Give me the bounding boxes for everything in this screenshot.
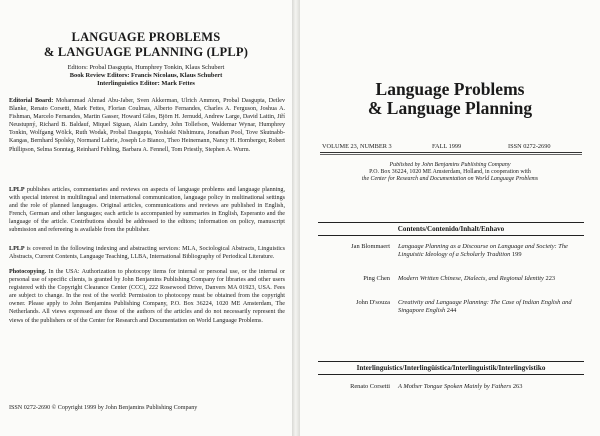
- scope-text: publishes articles, commentaries and reviews on aspects of language problems and language planning, with special interest in multilingual and international communication, language policy in multinational settings and the role of planned languages. Original articles, communications and reviews are published in English, French, German and other languages; each article is accompanied by summaries in English, Esperanto and the language of the article. Contributions should be addressed to the editors; information on policy, manuscript submission and refereeing is available from the publisher.: [9, 187, 285, 234]
- indexing-paragraph: [9, 245, 285, 261]
- entry-author: Renato Corsetti: [350, 383, 390, 390]
- entry-title-text: Modern Written Chinese, Dialects, and Regional Identity: [398, 275, 544, 282]
- book-gutter: [292, 0, 300, 436]
- issn: ISSN 0272-2690: [508, 143, 551, 150]
- editors-credit: Editors: Probal Dasgupta, Humphrey Tonkin, Klaus Schubert: [67, 64, 225, 71]
- masthead-rule-thin: [320, 154, 582, 155]
- masthead-rule: [320, 152, 582, 153]
- entry-author: Ping Chen: [363, 275, 390, 282]
- scope-paragraph: [9, 186, 285, 235]
- contents-rule-bottom: [318, 235, 584, 236]
- entry-page: 244: [446, 306, 457, 314]
- entry-title: [398, 383, 584, 391]
- journal-title-line-1: Language Problems: [375, 79, 525, 99]
- interlinguistics-editor-credit: Interlinguistics Editor: Mark Fettes: [97, 80, 195, 87]
- journal-masthead-subtitle: & LANGUAGE PLANNING (LPLP): [43, 45, 249, 59]
- scope-lead: LPLP: [9, 187, 25, 193]
- entry-author: Jan Blommaert: [351, 243, 390, 250]
- photocopying-lead: Photocopying.: [9, 269, 47, 275]
- photocopying-text: In the USA: Authorization to photocopy items for internal or personal use, or the internal or personal use of specific clients, is granted by John Benjamins Publishing Company for libraries and other users registered with the Copyright Clearance Center (CCC), 222 Rosewood Drive, Danvers MA 01923, USA. Fees are subject to change. In the rest of the world: Permission to photocopy must be obtained from the copyright owner. Please apply to John Benjamins Publishing Company, P.O. Box 36224, 1020 ME Amsterdam, The Netherlands. All views expressed are those of the authors of the articles and do not necessarily represent the views of the publishers or of the Center for Research and Documentation on World Language Problems.: [9, 269, 285, 324]
- interlinguistics-heading: Interlinguistics/Interlingüística/Interlinguistik/Interlingvistiko: [356, 364, 546, 372]
- journal-masthead-title: LANGUAGE PROBLEMS: [71, 30, 221, 44]
- entry-title: [398, 243, 584, 259]
- entry-page: 263: [512, 383, 523, 390]
- issue-date: FALL 1999: [432, 143, 462, 150]
- editorial-board-paragraph: [9, 97, 285, 154]
- entry-title: [398, 299, 584, 315]
- journal-title: [300, 80, 600, 118]
- entry-author: John D'souza: [356, 299, 390, 306]
- entry-title-text: A Mother Tongue Spoken Mainly by Fathers: [398, 383, 512, 390]
- entry-title-text: Language Planning as a Discourse on Language and Society: The Linguistic Ideology of a Scholarly Tradition: [398, 243, 568, 258]
- cooperation-line: the Center for Research and Documentation on World Language Problems: [361, 176, 539, 182]
- entry-title: [398, 275, 584, 283]
- indexing-text: is covered in the following indexing and abstracting services: MLA, Sociological Abstracts, Linguistics Abstracts, Current Contents, Language Teaching, LLBA, International Bibliography of Periodical Literature.: [9, 246, 285, 261]
- contents-rule-top: [318, 222, 584, 223]
- publisher-address: P.O. Box 36224, 1020 ME Amsterdam, Holland, in cooperation with: [369, 169, 531, 175]
- entry-page: 199: [511, 250, 522, 258]
- indexing-lead: LPLP: [9, 246, 25, 252]
- entry-title-text: Creativity and Language Planning: The Case of Indian English and Singapore English: [398, 299, 572, 314]
- editorial-board-label: Editorial Board:: [9, 98, 54, 104]
- book-review-editors-credit: Book Review Editors: Francis Nicolaus, Klaus Schubert: [69, 72, 223, 79]
- contents-heading: Contents/Contenido/Inhalt/Enhavo: [397, 225, 505, 233]
- photocopying-paragraph: [9, 268, 285, 325]
- copyright-line: ISSN 0272-2690 © Copyright 1999 by John Benjamins Publishing Company: [9, 405, 198, 411]
- publisher-line: Published by John Benjamins Publishing Company: [389, 162, 511, 168]
- interlinguistics-rule-top: [318, 361, 584, 362]
- interlinguistics-rule-bottom: [318, 374, 584, 375]
- journal-title-line-2: & Language Planning: [367, 98, 533, 118]
- editorial-board-members: Mohammad Ahmad Abu-Jaber, Sven Akkerman, Ulrich Ammon, Probal Dasgupta, Detlev Blanke, Renato Corsetti, Mark Fettes, Florian Coulmas, Alberto Fernandes, Charles A. Ferguson, Joshua A. Fishman, Marcelo Fernandes, Martin Gasser, Howard Giles, Björn H. Jernudd, Andrew Large, David Laitin, Jiří Neustupný, Richard B. Baldauf, Miquel Siguan, Alain Landry, John Tollefson, Waldemar Wynar, Humphrey Tonkin, Wolfgang Wölck, Ruth Wodak, Probal Dasgupta, Yoshiaki Nishimura, Jonathan Pool, Tove Skutnabb-Kangas, Bernhard Spolsky, Normand Labrie, Joseph Lo Bianco, Theo Heinemann, Nancy H. Hornberger, Robert Phillipson, Selma Sonntag, Reinhard Fehling, Barbara A. Fennell, Tom Priestly, Stephen A. Wurm.: [9, 98, 285, 153]
- entry-page: 223: [545, 275, 556, 282]
- volume-number: VOLUME 23, NUMBER 3: [322, 143, 392, 150]
